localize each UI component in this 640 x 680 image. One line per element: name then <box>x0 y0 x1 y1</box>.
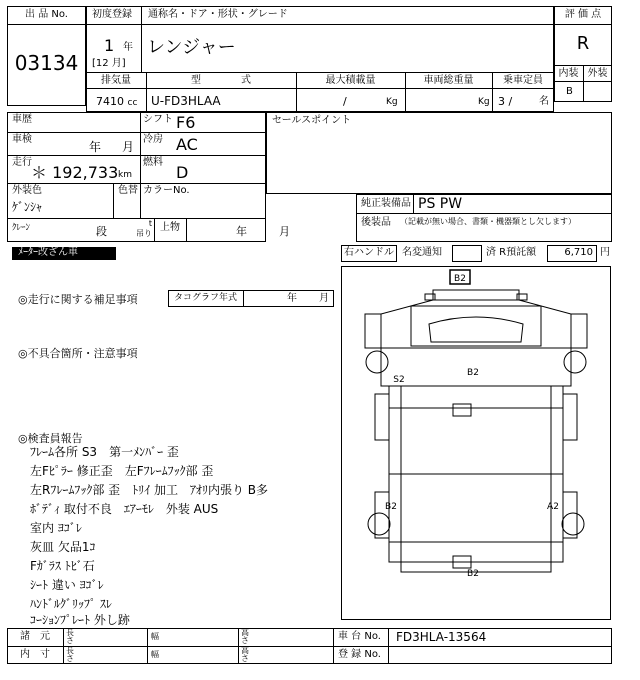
crane-lift: t 吊り <box>136 219 152 238</box>
shift: F6 <box>176 113 196 132</box>
aftermarket-label: 後装品 <box>361 217 391 228</box>
lot-no-label: 出 品 No. <box>25 9 68 20</box>
mileage-label: 走行 <box>12 157 32 168</box>
aftermarket-note: （記載が無い場合、書類・機器類とし欠します） <box>400 217 576 226</box>
first-reg-year: 1 <box>104 36 115 55</box>
length-label: 長さ <box>66 646 74 663</box>
fuel-label: 燃料 <box>143 157 163 168</box>
damage-mark: B2 <box>467 569 479 579</box>
name-change-label: 名変通知 <box>402 247 442 258</box>
gross-weight-label: 車両総重量 <box>423 75 474 86</box>
damage-mark: B2 <box>454 274 466 284</box>
mileage-unit: km <box>118 170 132 180</box>
damage-mark: B2 <box>385 502 397 512</box>
inspector-line: ﾌﾚｰﾑ各所 S3 第一ﾒﾝﾊﾞｰ 歪 <box>30 445 179 459</box>
top-month: 月 <box>279 225 290 238</box>
fuel: D <box>176 163 189 182</box>
inspector-line: ﾊﾝﾄﾞﾙｸﾞﾘｯﾌﾟ ｽﾚ <box>30 597 112 611</box>
aircon: AC <box>176 135 198 154</box>
recycle-unit: 円 <box>600 247 610 258</box>
model-label: 型 式 <box>191 75 251 86</box>
top-year: 年 <box>236 225 247 238</box>
chassis-label: 車 台 No. <box>338 631 381 642</box>
color-code-label: カラーNo. <box>143 185 190 196</box>
inspector-line: 左Rﾌﾚｰﾑﾌｯｸ部 歪 ﾄﾘｲ 加工 ｱｵﾘ内張り B多 <box>30 483 269 497</box>
max-load-label: 最大積載量 <box>325 75 376 86</box>
interior-score: B <box>566 86 573 97</box>
recycle-amount: 6,710 <box>564 247 593 258</box>
ext-color: ｹﾞﾝｼｬ <box>12 200 43 214</box>
top-label: 上物 <box>160 222 180 233</box>
inspector-line: 灰皿 欠品1ｺ <box>30 540 96 554</box>
max-load: / <box>343 95 347 108</box>
year-unit: 年 <box>123 42 133 53</box>
damage-mark: A2 <box>547 502 559 512</box>
equipment-label: 純正装備品 <box>361 198 411 209</box>
inspector-line: ｺｰｼｮﾝﾌﾟﾚｰﾄ 外し跡 <box>30 613 130 627</box>
height-label: 高さ <box>241 646 249 663</box>
capacity-label: 乗車定員 <box>503 75 543 86</box>
chassis-no: FD3HLA-13564 <box>396 630 487 644</box>
equipment: PS PW <box>418 196 463 212</box>
driving-notes-label: ◎走行に関する補足事項 <box>18 293 138 306</box>
width-label: 幅 <box>151 632 159 641</box>
score-label: 評 価 点 <box>564 9 602 20</box>
meter-tampered-badge: ﾒｰﾀｰ改ざん車 <box>12 247 116 260</box>
inspection-label: 車検 <box>12 134 32 145</box>
inspector-line: ﾎﾞﾃﾞｨ 取付不良 ｴｱｰﾓﾚ 外装 AUS <box>30 502 219 516</box>
inspector-line: 左Fﾋﾟﾗｰ 修正歪 左Fﾌﾚｰﾑﾌｯｸ部 歪 <box>30 464 214 478</box>
model: U-FD3HLAA <box>151 94 221 108</box>
name-label: 通称名・ドア・形状・グレード <box>148 9 288 20</box>
capacity: 3 / <box>498 95 513 108</box>
sales-point-label: セールスポイント <box>272 115 352 126</box>
exterior-label: 外装 <box>587 68 608 79</box>
recycle-label: 済 R預託額 <box>486 247 537 258</box>
inspector-line: 室内 ﾖｺﾞﾚ <box>30 521 82 535</box>
gross-weight-unit: Kg <box>478 97 490 107</box>
crane-stage: 段 <box>96 225 107 238</box>
name-change-box <box>452 245 482 262</box>
history-label: 車歴 <box>12 114 32 125</box>
tachograph-label: タコグラフ年式 <box>174 293 238 303</box>
steering: 右ハンドル <box>344 247 394 258</box>
length-label: 長さ <box>66 628 74 645</box>
tachograph-year: 年 <box>287 293 297 304</box>
dims-label: 諸 元 <box>20 631 50 642</box>
car-name: レンジャー <box>147 37 236 58</box>
height-label: 高さ <box>241 628 249 645</box>
shift-label: シフト <box>143 114 173 125</box>
inspector-line: Fｶﾞﾗｽ ﾄﾋﾞ石 <box>30 559 95 573</box>
displacement-label: 排気量 <box>101 75 131 86</box>
damage-mark: B2 <box>467 368 479 378</box>
ext-color-label: 外装色 <box>12 185 42 196</box>
tachograph-month: 月 <box>319 293 329 304</box>
displacement: 7410 cc <box>96 95 138 108</box>
inspector-line: ｼｰﾄ 違い ﾖｺﾞﾚ <box>30 578 104 592</box>
inspector-label: ◎検査員報告 <box>18 432 83 445</box>
score: R <box>576 33 590 54</box>
aircon-label: 冷房 <box>143 134 163 145</box>
inspection-month: 月 <box>122 140 135 154</box>
crane-label: ｸﾚｰﾝ <box>12 223 31 233</box>
max-load-unit: Kg <box>386 97 398 107</box>
inner-label: 内 寸 <box>20 649 50 660</box>
inspection-year: 年 <box>89 140 102 154</box>
capacity-unit: 名 <box>539 96 549 107</box>
truck-diagram <box>341 266 611 620</box>
first-reg-label: 初度登録 <box>92 9 132 20</box>
first-reg-month: [12 月] <box>92 58 126 69</box>
interior-label: 内装 <box>558 68 579 79</box>
mileage: ＊ 192,733 <box>31 163 119 182</box>
defects-label: ◎不具合箇所・注意事項 <box>18 347 138 360</box>
reg-label: 登 録 No. <box>338 649 381 660</box>
width-label: 幅 <box>151 650 159 659</box>
color-no-label: 色替 <box>118 185 138 196</box>
lot-no: 03134 <box>14 51 79 75</box>
damage-mark: S2 <box>393 375 405 385</box>
